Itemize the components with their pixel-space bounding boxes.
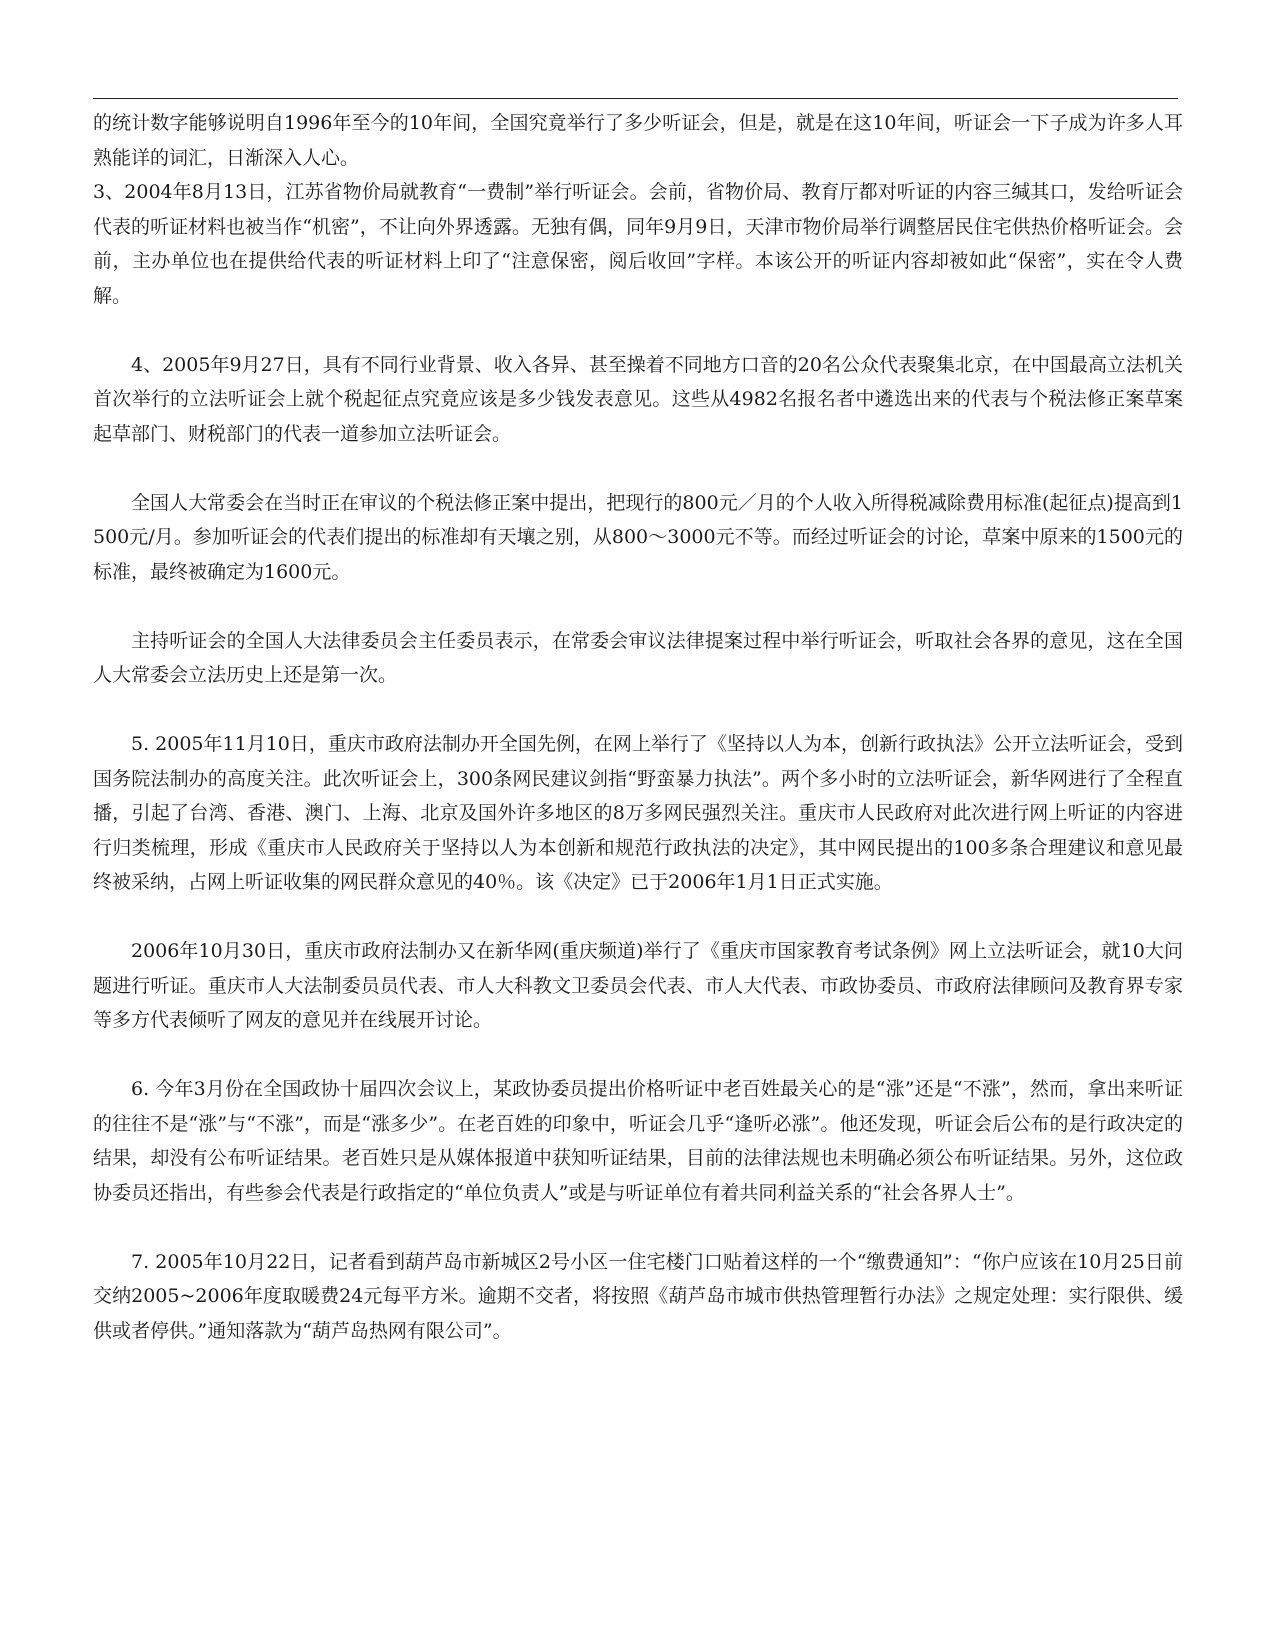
paragraph-gap: [93, 589, 1183, 624]
paragraph-continuation: 的统计数字能够说明自1996年至今的10年间，全国究竟举行了多少听证会，但是，就是在这10年间，听证会一下子成为许多人耳熟能详的词汇，日渐深入人心。: [93, 112, 1183, 169]
paragraph-item-4: 4、2005年9月27日，具有不同行业背景、收入各异、甚至操着不同地方口音的20名公众代表聚集北京，在中国最高立法机关首次举行的立法听证会上就个税起征点究竟应该是多少钱发表意见。这些从4982名报名者中遴选出来的代表与个税法修正案草案起草部门、财税部门的代表一道参加立法听证会。: [93, 353, 1183, 445]
paragraph-chongqing-2006: 2006年10月30日，重庆市政府法制办又在新华网(重庆频道)举行了《重庆市国家教育考试条例》网上立法听证会，就10大问题进行听证。重庆市人大法制委员员代表、市人大科教文卫委员会代表、市人大代表、市政协委员、市政府法律顾问及教育界专家等多方代表倾听了网友的意见并在线展开讨论。: [93, 940, 1183, 1031]
paragraph-gap: [93, 451, 1183, 486]
document-body: [93, 106, 1183, 1348]
paragraph-gap: [93, 1210, 1183, 1245]
paragraph-gap: [93, 313, 1183, 348]
paragraph-gap: [93, 693, 1183, 728]
paragraph-item-6: 6. 今年3月份在全国政协十届四次会议上，某政协委员提出价格听证中老百姓最关心的是“涨”还是“不涨”，然而，拿出来听证的往往不是“涨”与“不涨”，而是“涨多少”。在老百姓的印象中，听证会几乎“逢听必涨”。他还发现，听证会后公布的是行政决定的结果，却没有公布听证结果。老百姓只是从媒体报道中获知听证结果，目前的法律法规也未明确必须公布听证结果。另外，这位政协委员还指出，有些参会代表是行政指定的“单位负责人”或是与听证单位有着共同利益关系的“社会各界人士”。: [93, 1078, 1183, 1204]
paragraph-item-5: 5. 2005年11月10日，重庆市政府法制办开全国先例，在网上举行了《坚持以人为本，创新行政执法》公开立法听证会，受到国务院法制办的高度关注。此次听证会上，300条网民建议剑指“野蛮暴力执法”。两个多小时的立法听证会，新华网进行了全程直播，引起了台湾、香港、澳门、上海、北京及国外许多地区的8万多网民强烈关注。重庆市人民政府对此次进行网上听证的内容进行归类梳理，形成《重庆市人民政府关于坚持以人为本创新和规范行政执法的决定》，其中网民提出的100多条合理建议和意见最终被采纳，占网上听证收集的网民群众意见的40％。该《决定》已于2006年1月1日正式实施。: [93, 733, 1183, 893]
paragraph-gap: [93, 900, 1183, 935]
paragraph-item-3: 3、2004年8月13日，江苏省物价局就教育“一费制”举行听证会。会前，省物价局、教育厅都对听证的内容三缄其口，发给听证会代表的听证材料也被当作“机密”，不让向外界透露。无独有偶，同年9月9日，天津市物价局举行调整居民住宅供热价格听证会。会前，主办单位也在提供给代表的听证材料上印了“注意保密，阅后收回”字样。本该公开的听证内容却被如此“保密”，实在令人费解。: [93, 181, 1183, 307]
paragraph-gap: [93, 1038, 1183, 1073]
header-rule: [93, 98, 1178, 99]
paragraph-committee-statement: 主持听证会的全国人大法律委员会主任委员表示，在常委会审议法律提案过程中举行听证会，听取社会各界的意见，这在全国人大常委会立法历史上还是第一次。: [93, 629, 1183, 686]
paragraph-tax-threshold: 全国人大常委会在当时正在审议的个税法修正案中提出，把现行的800元／月的个人收入所得税减除费用标准(起征点)提高到1500元/月。参加听证会的代表们提出的标准却有天壤之别，从800～3000元不等。而经过听证会的讨论，草案中原来的1500元的标准，最终被确定为1600元。: [93, 491, 1183, 583]
paragraph-item-7: 7. 2005年10月22日，记者看到葫芦岛市新城区2号小区一住宅楼门口贴着这样的一个“缴费通知”：“你户应该在10月25日前交纳2005~2006年度取暖费24元每平方米。逾期不交者，将按照《葫芦岛市城市供热管理暂行办法》之规定处理：实行限供、缓供或者停供。”通知落款为“葫芦岛热网有限公司”。: [93, 1250, 1183, 1342]
